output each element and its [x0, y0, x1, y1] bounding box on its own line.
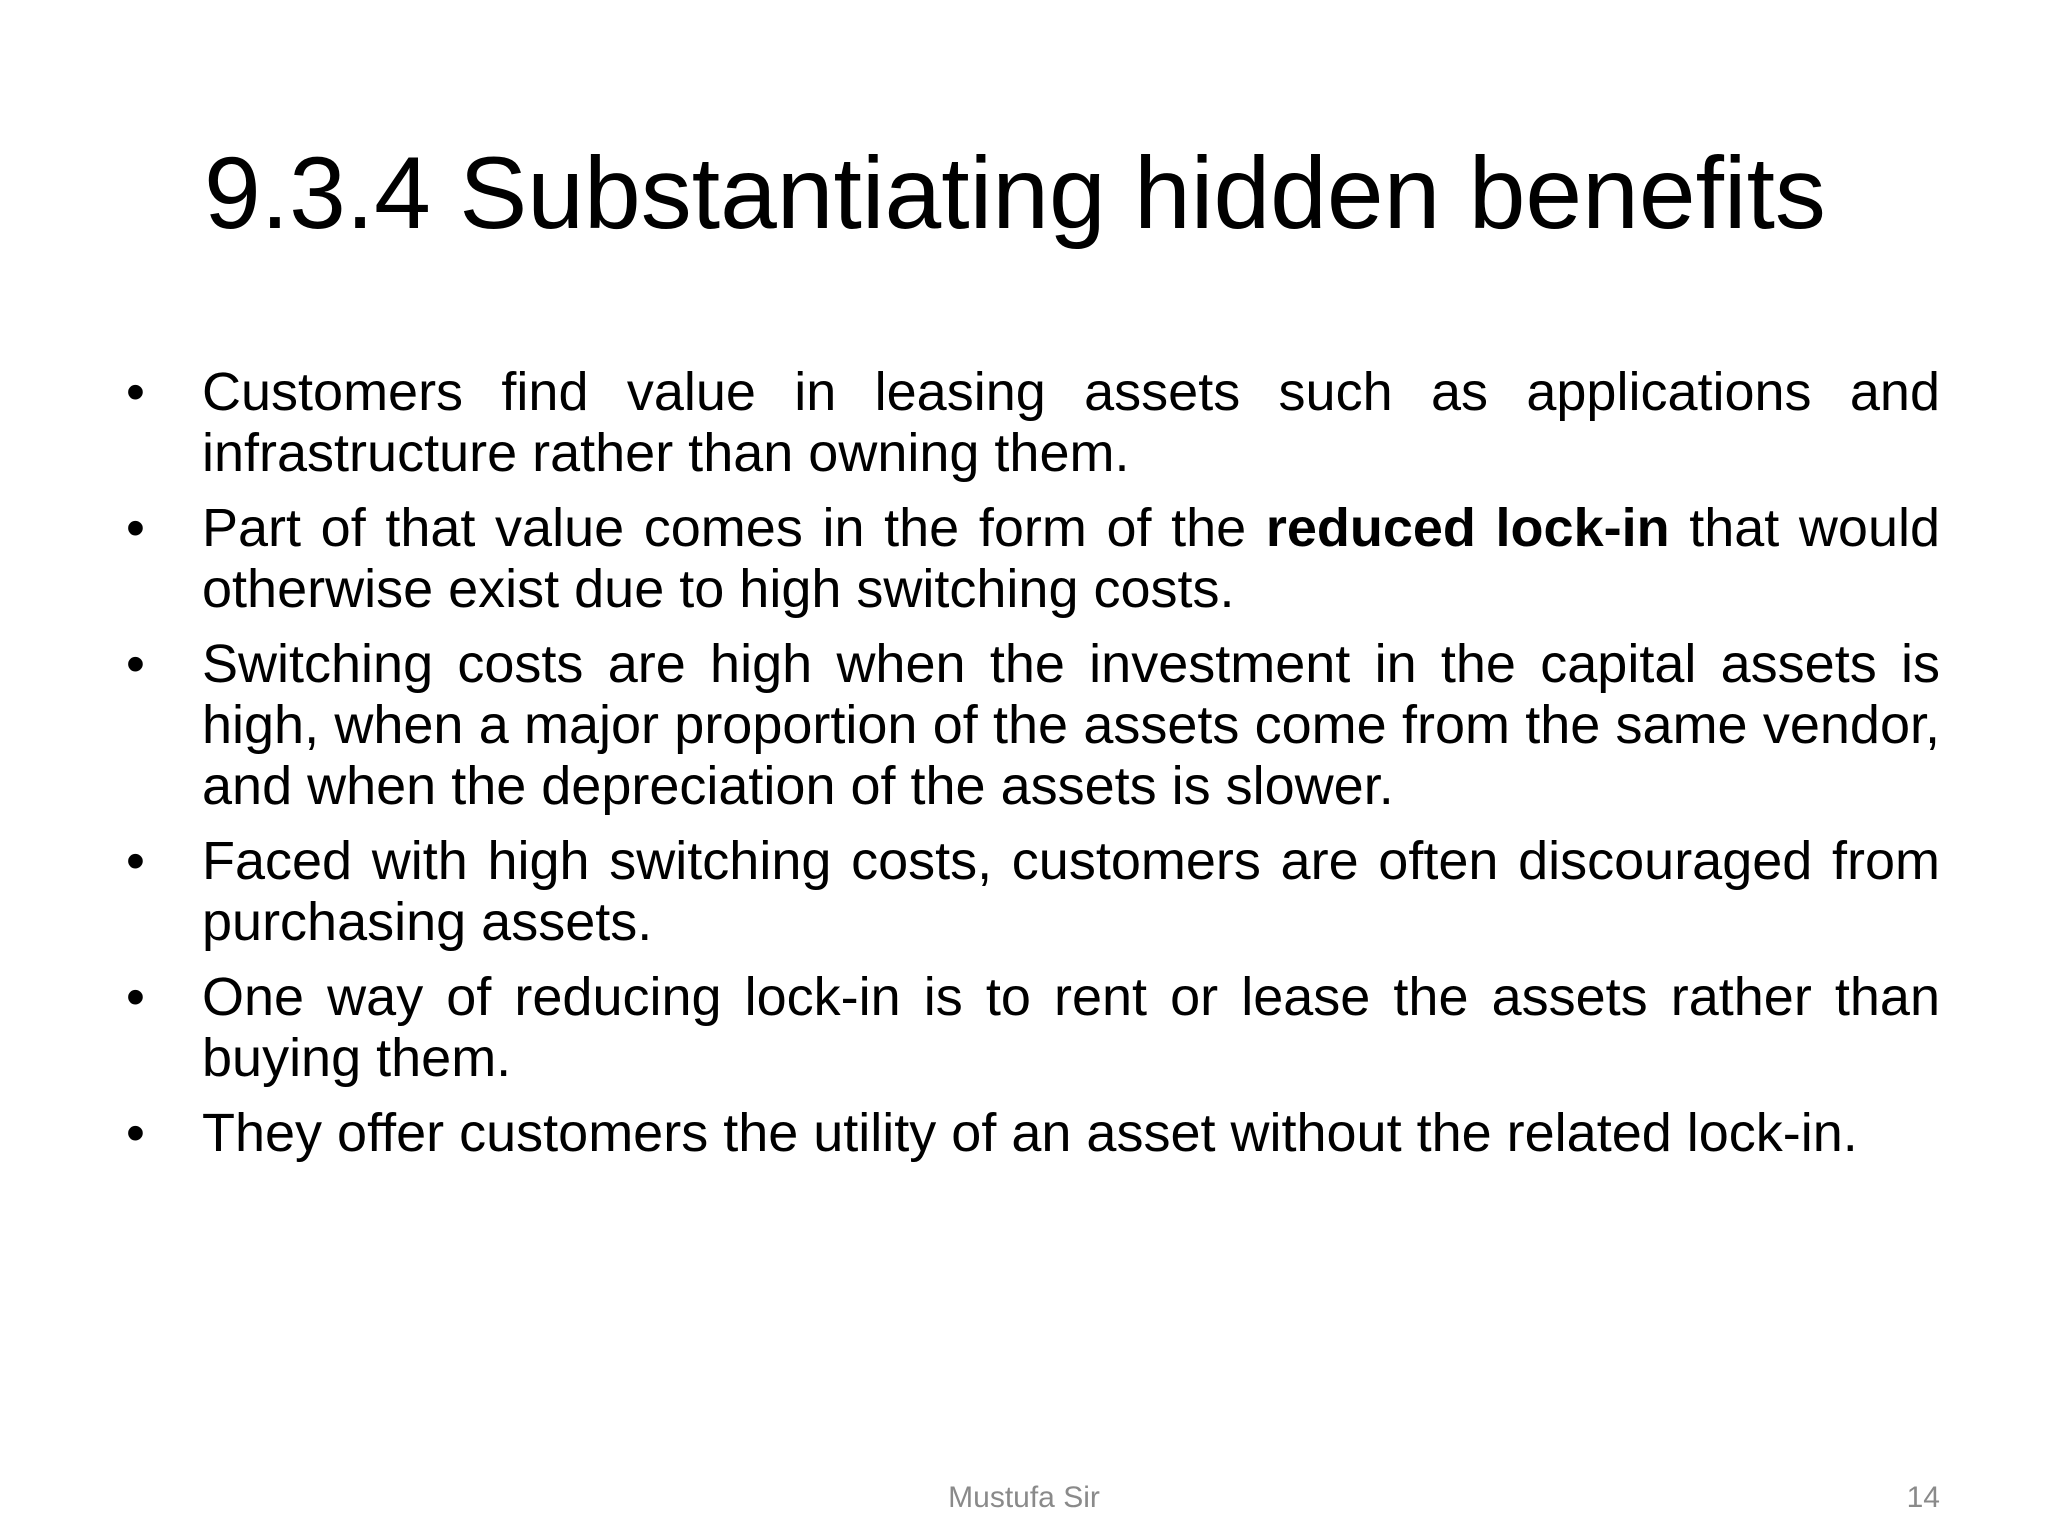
bullet-text: Customers find value in leasing assets such as applications and infrastructure rather than owning them. — [202, 362, 1940, 483]
bullet-item — [112, 967, 1940, 1089]
bullet-icon: • — [126, 362, 145, 422]
bullet-text-part: Part of that value comes in the form of the — [202, 498, 1266, 558]
bullet-item — [112, 1103, 1940, 1164]
bullet-text-part: that would otherwise exist due to high switching costs. — [202, 498, 1941, 619]
bullet-item — [112, 362, 1940, 484]
bullet-icon: • — [126, 831, 145, 891]
bullet-item — [112, 498, 1940, 620]
bullet-text: One way of reducing lock-in is to rent or lease the assets rather than buying them. — [202, 967, 1940, 1088]
footer-author: Mustufa Sir — [948, 1481, 1100, 1514]
bullet-icon: • — [126, 1103, 145, 1163]
slide-title: 9.3.4 Substantiating hidden benefits — [204, 136, 1826, 250]
bullet-text: Switching costs are high when the investment in the capital assets is high, when a major proportion of the assets come from the same vendor, and when the depreciation of the assets is slower. — [202, 634, 1940, 816]
bullet-text: They offer customers the utility of an asset without the related lock-in. — [202, 1103, 1858, 1163]
bullet-item — [112, 634, 1940, 817]
page-number: 14 — [1906, 1481, 1940, 1514]
bold-emphasis: reduced lock-in — [1265, 498, 1670, 558]
bullet-item — [112, 831, 1940, 953]
bullet-list — [112, 362, 1940, 1178]
bullet-text — [202, 498, 1940, 619]
bullet-icon: • — [126, 967, 145, 1027]
bullet-icon: • — [126, 498, 145, 558]
bullet-icon: • — [126, 634, 145, 694]
bullet-text: Faced with high switching costs, customers are often discouraged from purchasing assets. — [202, 831, 1940, 952]
